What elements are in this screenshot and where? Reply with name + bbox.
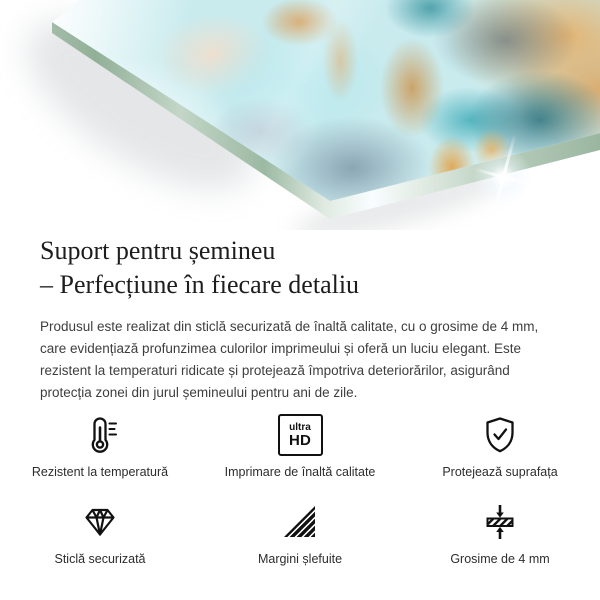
feature-label: Protejează suprafața — [442, 465, 558, 479]
polished-edges-icon — [280, 501, 320, 543]
product-photo — [0, 0, 600, 230]
feature-label: Rezistent la temperatură — [31, 465, 169, 479]
feature-grid — [0, 414, 600, 566]
feature-label: Sticlă securizată — [54, 552, 146, 566]
feature-thickness — [400, 501, 600, 566]
product-description-block — [0, 234, 600, 566]
product-description: Produsul este realizat din sticlă securizată de înaltă calitate, cu o grosime de 4 mm, care evidențiază profunzimea culorilor imprimeului și oferă un luciu elegant. Este rezistent la temperaturi ridicate și protejează împotriva deteriorărilor, asigurând protecția zonei din jurul șemineului pentru ani de zile. — [40, 319, 539, 400]
feature-temperature — [0, 414, 200, 479]
title-line-1: Suport pentru șemineu — [40, 236, 276, 265]
feature-surface-protection — [400, 414, 600, 479]
ultra-hd-icon: ultra HD — [278, 414, 323, 456]
feature-print-quality — [200, 414, 400, 479]
thermometer-icon — [80, 414, 120, 456]
feature-polished-edges — [200, 501, 400, 566]
shield-check-icon — [480, 414, 520, 456]
title-line-2: – Perfecțiune în fiecare detaliu — [40, 270, 360, 299]
thickness-icon — [480, 501, 520, 543]
diamond-icon — [80, 501, 120, 543]
feature-label: Grosime de 4 mm — [450, 552, 550, 566]
feature-label: Margini șlefuite — [257, 552, 343, 566]
feature-label: Imprimare de înaltă calitate — [224, 465, 376, 479]
feature-tempered-glass — [0, 501, 200, 566]
page-title — [40, 234, 560, 302]
